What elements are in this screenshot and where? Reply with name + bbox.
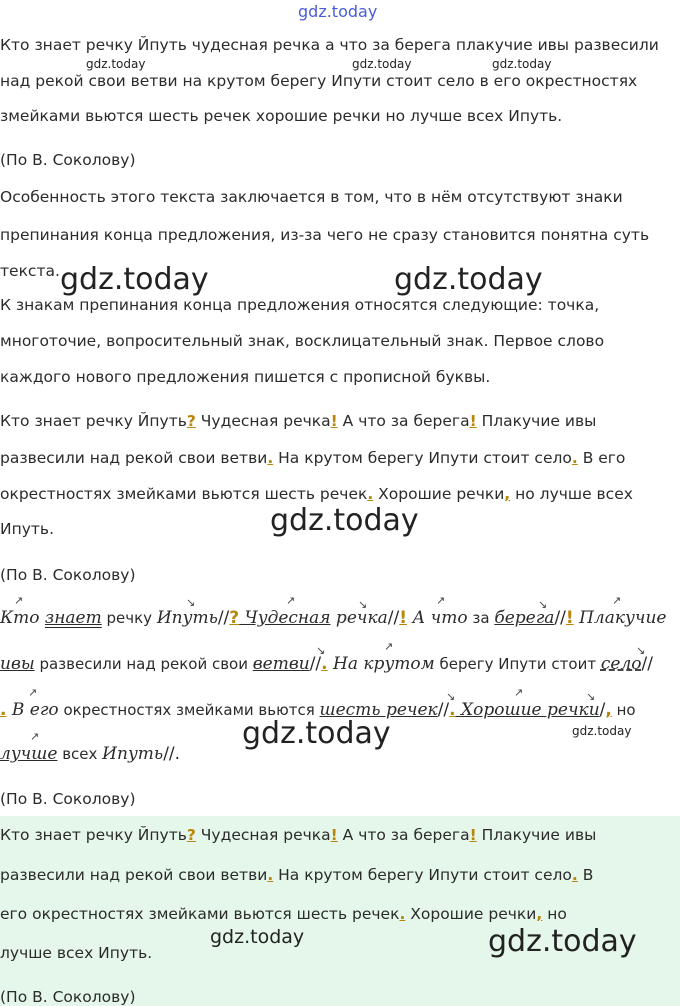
subject-word: речек [380,700,438,720]
punctuation-mark: . [449,700,456,720]
intonation-down-icon: ↘ [316,644,326,657]
punctuation-mark: . [267,449,274,467]
corrected-line [0,449,625,467]
predicate-word: Хорошие [455,700,542,720]
source-citation: (По В. Соколову) [0,988,136,1006]
explanation-line: препинания конца предложения, из-за чего не сразу становится понятна суть [0,226,650,244]
sentence-boundary: // [437,700,450,720]
word: Плакучие [573,608,667,628]
explanation-line: К знакам препинания конца предложения относятся следующие: точка, [0,296,600,314]
answer-line [0,866,593,884]
text-segment: На крутом берегу Ипути стоит село [273,866,572,884]
predicate-word: Чудесная [239,608,331,628]
source-citation: (По В. Соколову) [0,566,136,584]
text-segment: развесили над рекой свои ветви [0,866,268,884]
intonation-down-icon: ↘ [538,598,548,611]
punctuation-mark: ! [469,826,477,844]
original-line: над рекой свои ветви на крутом берегу Ипути стоит село в его окрестностях [0,72,638,90]
intonation-up-icon: ↗ [14,594,24,607]
text-segment: Чудесная речка [195,826,331,844]
word: В [6,700,25,720]
explanation-line: текста. [0,262,60,280]
watermark: gdz.today [394,262,543,297]
parsed-line [0,744,180,764]
punctuation-mark: , [504,485,511,503]
watermark: gdz.today [242,716,391,751]
intonation-up-icon: ↗ [384,640,394,653]
corrected-line [0,412,596,430]
subject-word: шесть [319,700,381,720]
word: что [425,608,468,628]
punctuation-mark: . [321,654,328,674]
sentence-boundary: // [554,608,566,628]
intonation-down-icon: ↘ [586,690,596,703]
punctuation-mark: ! [565,608,574,628]
text-segment: А что за берега [337,826,470,844]
intonation-down-icon: ↘ [636,644,646,657]
punctuation-mark: . [0,700,7,720]
text-segment: речку [101,609,157,627]
text-segment: но лучше всех [510,485,633,503]
punctuation-mark: , [536,905,543,923]
intonation-up-icon: ↗ [30,730,40,743]
site-logo[interactable]: gdz.today [298,2,378,21]
text-segment: окрестностях змейками вьются шесть речек [0,485,368,503]
intonation-up-icon: ↗ [286,594,296,607]
text-segment: Чудесная речка [195,412,331,430]
answer-block [0,816,680,1006]
sentence-boundary: // [309,654,322,674]
punctuation-mark: ? [186,826,196,844]
subject-word: речка [330,608,388,628]
sentence-boundary: // [217,608,230,628]
subject-word: ивы [0,654,35,674]
text-segment: его окрестностях змейками вьются шесть речек [0,905,400,923]
subject-word: берега [494,608,555,628]
corrected-line: Ипуть. [0,520,54,538]
text-segment: Кто знает речку Йпуть [0,826,187,844]
text-segment: Хорошие речки [373,485,505,503]
source-citation: (По В. Соколову) [0,790,136,808]
explanation-line: многоточие, вопросительный знак, восклицательный знак. Первое слово [0,332,605,350]
explanation-line: Особенность этого текста заключается в том, что в нём отсутствуют знаки [0,188,623,206]
text-segment: всех [57,745,103,763]
original-line: Кто знает речку Йпуть чудесная речка а что за берега плакучие ивы развесили [0,36,659,54]
parsed-line [0,654,653,674]
text-segment: берегу Ипути стоит [434,655,601,673]
word: его [24,700,59,720]
intonation-down-icon: ↘ [186,596,196,609]
subject-word: речки [541,700,600,720]
text-segment: Хорошие речки [405,905,537,923]
text-segment: развесили над рекой свои ветви [0,449,268,467]
answer-line [0,905,567,923]
word: На [327,654,358,674]
punctuation-mark: ? [186,412,196,430]
watermark: gdz.today [270,503,419,538]
watermark: gdz.today [210,926,305,948]
text-segment: А что за берега [337,412,470,430]
text-segment: Плакучие ивы [476,412,597,430]
intonation-down-icon: ↘ [446,690,456,703]
source-citation: (По В. Соколову) [0,151,136,169]
text-segment: развесили над рекой свои [34,655,253,673]
text-segment: но [611,701,636,719]
intonation-up-icon: ↗ [612,594,622,607]
explanation-line: каждого нового предложения пишется с прописной буквы. [0,368,491,386]
intonation-down-icon: ↘ [358,598,368,611]
text-segment: окрестностях змейками вьются [58,701,320,719]
answer-line: лучше всех Ипуть. [0,944,153,962]
sentence-boundary: //. [163,744,181,764]
parsed-line [0,608,666,628]
corrected-line [0,485,633,503]
subject-word: село [600,654,642,674]
answer-line [0,826,596,844]
subject-word: Ипуть [156,608,218,628]
predicate-word: лучше [0,744,58,764]
punctuation-mark: . [267,866,274,884]
punctuation-mark: ? [229,608,240,628]
punctuation-mark: ! [469,412,477,430]
text-segment: В его [577,449,626,467]
punctuation-mark: ! [330,412,338,430]
predicate-word: знает [44,608,102,628]
text-segment: Кто знает речку Йпуть [0,412,187,430]
text-segment: Плакучие ивы [476,826,597,844]
punctuation-mark: . [571,449,578,467]
watermark: gdz.today [492,57,552,71]
original-line: змейками вьются шесть речек хорошие речки но лучше всех Ипуть. [0,107,563,125]
punctuation-mark: ! [399,608,407,628]
intonation-up-icon: ↗ [436,594,446,607]
text-segment: за [467,609,495,627]
watermark: gdz.today [86,57,146,71]
watermark: gdz.today [352,57,412,71]
watermark: gdz.today [60,262,209,297]
punctuation-mark: . [399,905,406,923]
sentence-boundary: / [599,700,606,720]
punctuation-mark: . [571,866,578,884]
sentence-boundary: // [641,654,653,674]
intonation-up-icon: ↗ [28,686,38,699]
subject-word: Ипуть [102,744,164,764]
intonation-up-icon: ↗ [514,686,524,699]
sentence-boundary: // [387,608,400,628]
watermark: gdz.today [572,724,632,738]
watermark: gdz.today [488,924,637,959]
punctuation-mark: , [605,700,612,720]
subject-word: Кто [0,608,40,628]
word: крутом [358,654,435,674]
object-word: ветви [252,654,310,674]
text-segment: На крутом берегу Ипути стоит село [273,449,572,467]
text-segment: но [542,905,567,923]
text-segment: В [577,866,594,884]
punctuation-mark: . [367,485,374,503]
punctuation-mark: ! [330,826,338,844]
word: А [406,608,426,628]
